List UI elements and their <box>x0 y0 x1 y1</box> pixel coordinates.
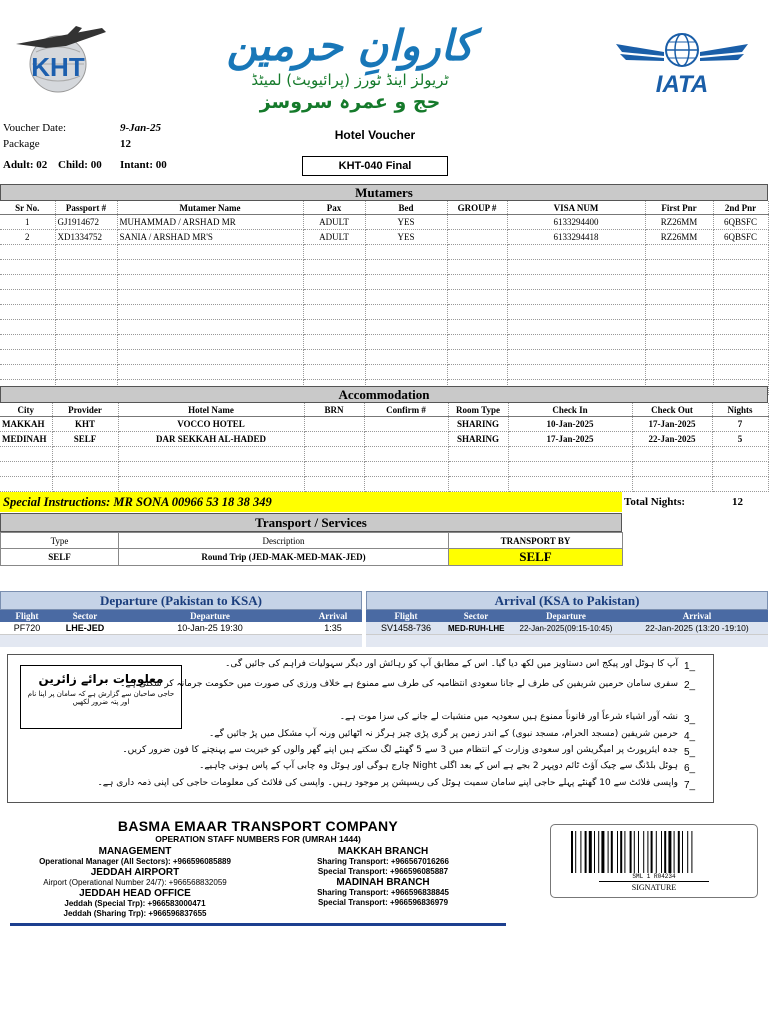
info-number: 1_ <box>684 661 696 672</box>
col-header: Mutamer Name <box>117 201 303 215</box>
management-head: MANAGEMENT <box>98 846 172 857</box>
cell: DAR SEKKAH AL-HADED <box>118 432 304 447</box>
cell: 6QBSFC <box>713 230 768 245</box>
cell: RZ26MM <box>645 230 713 245</box>
info-line: سفری سامان حرمین شریفین کی طرف لے جانا سعودی انتظامیہ کی طرف سے ممنوع ہے خلاف ورزی کی صورت میں حکومت جرمانہ کر سکتی ہے۔ <box>120 679 678 689</box>
transport-header-row <box>1 533 623 549</box>
cell <box>364 417 448 432</box>
empty-row <box>0 290 768 305</box>
cell: 17-Jan-2025 <box>508 432 632 447</box>
cell: KHT <box>52 417 118 432</box>
col-header: Passport # <box>55 201 117 215</box>
info-number: 7_ <box>684 780 696 791</box>
cell <box>364 432 448 447</box>
mutamers-section <box>0 184 768 395</box>
jeddah-office-head: JEDDAH HEAD OFFICE <box>79 888 191 899</box>
cell <box>304 417 364 432</box>
jeddah-office-line: Jeddah (Special Trp): +966583000471 <box>64 899 206 908</box>
empty-row <box>0 305 768 320</box>
iata-logo <box>614 30 750 96</box>
transport-table <box>0 532 623 566</box>
table-row <box>0 622 362 635</box>
col-header: Arrival <box>304 610 362 622</box>
cell: 7 <box>712 417 768 432</box>
col-header: First Pnr <box>645 201 713 215</box>
basma-subtitle: OPERATION STAFF NUMBERS FOR (UMRAH 1444) <box>155 834 361 844</box>
col-header: Departure <box>506 610 626 622</box>
cell: MUHAMMAD / ARSHAD MR <box>117 215 303 230</box>
empty-row <box>0 320 768 335</box>
basma-divider <box>10 923 506 926</box>
kht-logo-text: KHT <box>31 52 85 82</box>
cell: MEDINAH <box>0 432 52 447</box>
table-row <box>0 417 768 432</box>
col-header: Flight <box>366 610 446 622</box>
arrival-table <box>366 610 768 647</box>
info-number: 4_ <box>684 731 696 742</box>
mutamers-title: Mutamers <box>0 184 768 201</box>
departure-header-row <box>0 610 362 622</box>
info-line: حرمین شریفین (مسجد الحرام، مسجد نبوی) کے اندر زمین پر گری پڑی چیز ہرگز نہ اٹھائیں ورنہ آپ مشکل میں پڑ جائیں گے۔ <box>209 729 678 739</box>
cell: GJ1914672 <box>55 215 117 230</box>
special-instructions: Special Instructions: MR SONA 00966 53 18 38 349 <box>0 492 622 512</box>
package-value: 12 <box>120 138 131 150</box>
col-header: Check Out <box>632 403 712 417</box>
empty-row <box>0 447 768 462</box>
col-header: Departure <box>116 610 304 622</box>
col-header: Provider <box>52 403 118 417</box>
info-line: جدہ ایئرپورٹ پر امیگریشن اور سعودی وزارت کے انتظام میں 3 سے 5 گھنٹے لگ سکتے ہیں اپنے گھر والوں کو خیریت سے پہنچنے کا فون ضرور کریں۔ <box>122 745 678 755</box>
col-header: Pax <box>303 201 365 215</box>
cell: VOCCO HOTEL <box>118 417 304 432</box>
info-numbers <box>684 661 708 797</box>
mutamers-header-row <box>0 201 768 215</box>
pilgrim-info-box <box>7 654 714 803</box>
cell: MED-RUH-LHE <box>448 623 505 633</box>
jeddah-airport-head: JEDDAH AIRPORT <box>90 867 180 878</box>
cell: SHARING <box>448 432 508 447</box>
package-label: Package <box>3 138 40 150</box>
voucher-date-value: 9-Jan-25 <box>120 122 161 134</box>
col-header: GROUP # <box>447 201 507 215</box>
col-header: Sector <box>54 610 116 622</box>
arrival-section <box>366 591 768 647</box>
departure-section <box>0 591 362 647</box>
empty-row <box>0 275 768 290</box>
col-header: Flight <box>0 610 54 622</box>
signature-label: SIGNATURE <box>599 881 709 892</box>
cell: LHE-JED <box>54 622 116 635</box>
col-header: 2nd Pnr <box>713 201 768 215</box>
cell: 1 <box>0 215 55 230</box>
table-row <box>0 432 768 447</box>
makkah-head: MAKKAH BRANCH <box>337 846 429 857</box>
cell <box>304 432 364 447</box>
col-header: City <box>0 403 52 417</box>
table-row <box>1 549 623 566</box>
info-number: 3_ <box>684 714 696 725</box>
cell: 2 <box>0 230 55 245</box>
info-number: 5_ <box>684 747 696 758</box>
cell: 5 <box>712 432 768 447</box>
col-header: Arrival <box>626 610 768 622</box>
accommodation-table <box>0 403 769 492</box>
empty-row <box>0 365 768 380</box>
cell: 1:35 <box>304 622 362 635</box>
transport-by-value: SELF <box>449 549 623 566</box>
cell: 6133294400 <box>507 215 645 230</box>
empty-row <box>0 335 768 350</box>
col-header: VISA NUM <box>507 201 645 215</box>
col-header: Type <box>1 533 119 549</box>
brand-title: کاروانِ حرمین <box>226 21 474 70</box>
col-header: Hotel Name <box>118 403 304 417</box>
accommodation-section <box>0 386 768 492</box>
jeddah-office-line: Jeddah (Sharing Trp): +966596837655 <box>63 909 207 918</box>
info-line: ہوٹل بلڈنگ سے چیک آؤٹ ٹائم دوپہر 2 بجے ہے اس کے بعد اگلی Night چارج ہوگی اور ہوٹل وہ چابی آپ کے پاس ہونی چاہیے۔ <box>199 761 678 771</box>
cell: 10-Jan-2025 <box>508 417 632 432</box>
mutamers-table <box>0 201 769 395</box>
cell: 17-Jan-2025 <box>632 417 712 432</box>
cell <box>447 230 507 245</box>
cell: YES <box>365 230 447 245</box>
col-header: Sector <box>446 610 506 622</box>
management-line: Operational Manager (All Sectors): +966596085889 <box>39 857 231 866</box>
empty-row <box>0 245 768 260</box>
child-count: Child: 00 <box>58 159 102 171</box>
col-header: Bed <box>365 201 447 215</box>
arrival-title: Arrival (KSA to Pakistan) <box>366 591 768 610</box>
madinah-line: Sharing Transport: +966596838845 <box>317 888 449 897</box>
kht-logo <box>6 24 110 94</box>
table-row <box>366 622 768 635</box>
cell: Round Trip (JED-MAK-MED-MAK-JED) <box>119 549 449 566</box>
info-number: 6_ <box>684 763 696 774</box>
info-number: 2_ <box>684 680 696 691</box>
voucher-title: Hotel Voucher <box>334 128 416 142</box>
cell <box>447 215 507 230</box>
info-badge-text: حاجی صاحبان سے گزارش ہے کہ سامان پر اپنا نام اور پتہ ضرور لکھیں <box>27 690 175 706</box>
cell: XD1334752 <box>55 230 117 245</box>
col-header: Sr No. <box>0 201 55 215</box>
cell: 6133294418 <box>507 230 645 245</box>
barcode-caption: SML 1 R04234 <box>632 873 676 880</box>
cell: 22-Jan-2025 <box>632 432 712 447</box>
jeddah-airport-line: Airport (Operational Number 24/7): +966568832059 <box>43 878 227 887</box>
col-header: Room Type <box>448 403 508 417</box>
makkah-line: Special Transport: +966596085887 <box>317 867 449 876</box>
col-header: TRANSPORT BY <box>449 533 623 549</box>
cell: SV1458-736 <box>366 622 446 635</box>
madinah-head: MADINAH BRANCH <box>336 877 430 888</box>
cell: 22-Jan-2025 (13:20 -19:10) <box>626 622 768 635</box>
madinah-line: Special Transport: +966596836979 <box>317 898 449 907</box>
cell: 6QBSFC <box>713 215 768 230</box>
basma-title: BASMA EMAAR TRANSPORT COMPANY <box>117 818 399 834</box>
empty-row <box>0 350 768 365</box>
voucher-date-label: Voucher Date: <box>3 122 67 134</box>
cell: YES <box>365 215 447 230</box>
col-header: Nights <box>712 403 768 417</box>
info-line: آپ کا ہوٹل اور پیکج اس دستاویز میں لکھ دیا گیا۔ اس کے مطابق آپ کو رہائش اور دیگر سہولیات فراہم کی جائیں گی۔ <box>225 659 678 669</box>
col-header: BRN <box>304 403 364 417</box>
brand-services: حج و عمرہ سروسز <box>259 91 441 113</box>
brand-subtitle: ٹریولز اینڈ ٹورز (پرائیویٹ) لمیٹڈ <box>251 71 449 89</box>
col-header: Check In <box>508 403 632 417</box>
empty-row <box>0 462 768 477</box>
table-row <box>0 215 768 230</box>
empty-row <box>366 635 768 648</box>
signature-box <box>550 824 758 898</box>
table-row <box>0 230 768 245</box>
departure-title: Departure (Pakistan to KSA) <box>0 591 362 610</box>
accommodation-header-row <box>0 403 768 417</box>
accommodation-title: Accommodation <box>0 386 768 403</box>
transport-title: Transport / Services <box>0 513 622 532</box>
empty-row <box>0 260 768 275</box>
empty-row <box>0 635 362 648</box>
makkah-line: Sharing Transport: +966567016266 <box>317 857 449 866</box>
cell: RZ26MM <box>645 215 713 230</box>
cell: PF720 <box>0 622 54 635</box>
cell: 22-Jan-2025(09:15-10:45) <box>506 622 626 635</box>
info-line: واپسی فلائٹ سے 10 گھنٹے پہلے حاجی اپنے سامان سمیت ہوٹل کی ریسپشن پر موجود رہیں۔ واپسی کی فلائٹ کی معلومات حاجی کی اپنی ذمہ داری ہے۔ <box>97 778 678 788</box>
basma-contacts <box>10 818 506 926</box>
voucher-code: KHT-040 Final <box>302 156 448 176</box>
barcode-icon <box>571 831 737 873</box>
transport-section <box>0 513 622 566</box>
info-badge-title: معلومات برائے زائرین <box>38 672 164 686</box>
cell: SANIA / ARSHAD MR'S <box>117 230 303 245</box>
cell: SHARING <box>448 417 508 432</box>
basma-right-column <box>260 846 506 919</box>
total-nights-label: Total Nights: <box>624 496 686 508</box>
total-nights-value: 12 <box>732 496 743 508</box>
infant-count: Intant: 00 <box>120 159 167 171</box>
brand-banner <box>170 22 530 132</box>
departure-table <box>0 610 362 647</box>
cell: ADULT <box>303 230 365 245</box>
col-header: Description <box>119 533 449 549</box>
adult-count: Adult: 02 <box>3 159 48 171</box>
arrival-header-row <box>366 610 768 622</box>
cell: 10-Jan-25 19:30 <box>116 622 304 635</box>
info-line: نشہ آور اشیاء شرعاً اور قانوناً ممنوع ہیں سعودیہ میں منشیات لے جانے کی سزا موت ہے۔ <box>339 712 678 722</box>
empty-row <box>0 477 768 492</box>
cell: SELF <box>1 549 119 566</box>
cell: SELF <box>52 432 118 447</box>
cell: ADULT <box>303 215 365 230</box>
col-header: Confirm # <box>364 403 448 417</box>
cell: MAKKAH <box>0 417 52 432</box>
iata-logo-text: IATA <box>655 71 709 98</box>
basma-left-column <box>10 846 260 919</box>
